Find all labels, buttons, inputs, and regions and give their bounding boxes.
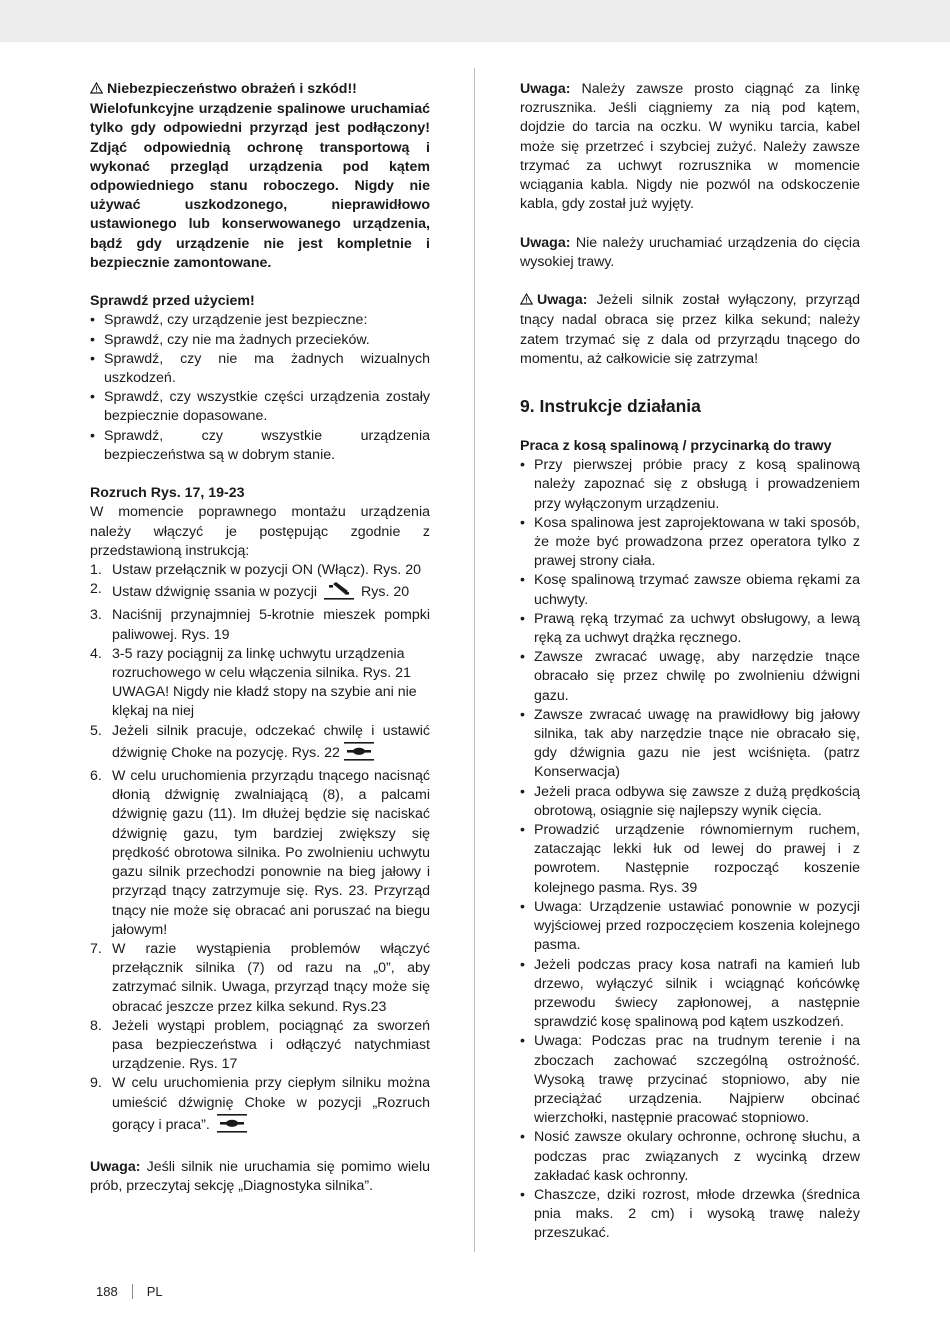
step-item: 1. Ustaw przełącznik w pozycji ON (Włącz). Rys. 20 <box>90 562 422 579</box>
list-item: • Sprawdź, czy wszystkie części urządzenia zostały bezpiecznie dopasowane. <box>90 388 430 426</box>
step-item: 5. Jeżeli silnik pracuje, odczekać chwilę i ustawić dźwignię Choke na pozycję. Rys. 22 <box>90 722 430 767</box>
start-heading: Rozruch Rys. 17, 19-23 <box>90 485 245 502</box>
danger-warning <box>90 80 430 273</box>
choke-open-icon <box>343 741 375 767</box>
warning-triangle-icon <box>90 81 103 100</box>
page-footer <box>96 1284 163 1299</box>
step-item: 6. W celu uruchomienia przyrządu tnącego nacisnąć dłonią dźwignię zwalniającą (8), a palcami dźwignię gazu (11). Im dłużej będzie się naciskać dźwignię gazu, tym bardziej zwiększy się prędkość obrotowa silnika. Po zwolnieniu uchwytu gazu silnik przechodzi ponownie na bieg jałowy i przyrząd tnący zatrzymuje się. Rys. 23. Przyrząd tnący nie może się obracać ani poruszać na biegu jałowym! <box>90 768 430 938</box>
language-code: PL <box>146 1284 163 1299</box>
note-high-grass: Uwaga: Nie należy uruchamiać urządzenia do cięcia wysokiej trawy. <box>520 234 860 270</box>
start-steps <box>90 561 430 1139</box>
list-item: • Nosić zawsze okulary ochronne, ochronę słuchu, a podczas prac związanych z wycinką drzew zakładać kask ochronny. <box>520 1128 860 1186</box>
column-divider <box>474 68 475 1252</box>
step-item: 4. 3-5 razy pociągnij za linkę uchwytu urządzenia rozruchowego w celu włączenia silnika. Rys. 21 UWAGA! Nigdy nie kładź stopy na szybie ani nie klękaj na niej <box>90 645 417 720</box>
step-item: 8. Jeżeli wystąpi problem, pociągnąć za sworzeń pasa bezpieczeństwa i odłączyć natychmiast urządzenie. Rys. 17 <box>90 1017 430 1073</box>
operation-subheading: Praca z kosą spalinową / przycinarką do trawy <box>520 438 832 455</box>
step-item: 3. Naciśnij przynajmniej 5-krotnie mieszek pompki paliwowej. Rys. 19 <box>90 607 430 643</box>
list-item: • Kosę spalinową trzymać zawsze obiema rękami za uchwyty. <box>520 571 860 609</box>
list-item: • Sprawdź, czy nie ma żadnych przecieków. <box>90 331 430 350</box>
note-cutter-rotates: Uwaga: Jeżeli silnik został wyłączony, przyrząd tnący nadal obraca się przez kilka sekund; należy zatem trzymać się z dala od przyrządu tnącego do momentu, aż całkowicie się zatrzyma! <box>520 292 860 367</box>
list-item: • Uwaga: Podczas prac na trudnym terenie i na zboczach zachować szczególną ostrożność. Wysoką trawę przycinać stopniowo, aby nie przeciążać urządzenia. Najpierw obcinać wierzchołki, następnie pracować stopniowo. <box>520 1032 860 1128</box>
list-item: • Kosa spalinowa jest zaprojektowana w taki sposób, że może być prowadzona przez operatora tylko z prawej strony ciała. <box>520 514 860 572</box>
check-list <box>90 311 430 465</box>
step-item: 2. Ustaw dźwignię ssania w pozycji Rys. 20 <box>90 580 430 606</box>
danger-warning-title: Niebezpieczeństwo obrażeń i szkód!! <box>107 81 357 97</box>
step-item: 7. W razie wystąpienia problemów włączyć przełącznik silnika (7) od razu na „0”, aby zatrzymać silnik. Uwaga, przyrząd tnący może się obracać jeszcze przez kilka sekund. Rys.23 <box>90 940 430 1015</box>
list-item: • Zawsze zwracać uwagę na prawidłowy big jałowy silnika, tak aby narzędzie tnące nie obracało się, gdy dźwignia gazu nie jest wciśnięta. (patrz Konserwacja) <box>520 706 860 783</box>
start-note: Uwaga: Jeśli silnik nie uruchamia się pomimo wielu prób, przeczytaj sekcję „Diagnostyka silnika”. <box>90 1159 430 1195</box>
danger-warning-body: Wielofunkcyjne urządzenie spalinowe uruchamiać tylko gdy odpowiedni przyrząd jest podłączony! Zdjąć odpowiednią ochronę transportową i wykonać przegląd urządzenia pod kątem odpowiedniego stanu roboczego. Nigdy nie używać uszkodzonego, nieprawidłowo ustawionego lub konserwowanego urządzenia, bądź gdy urządzenie nie jest kompletnie i bezpiecznie zamontowane. <box>90 101 430 271</box>
start-section <box>90 484 430 1139</box>
list-item: • Uwaga: Urządzenie ustawiać ponownie w pozycji wyjściowej przed rozpoczęciem koszenia kolejnego pasma. <box>520 898 860 956</box>
operation-list <box>520 456 860 1243</box>
list-item: • Sprawdź, czy nie ma żadnych wizualnych uszkodzeń. <box>90 350 430 388</box>
page-number: 188 <box>96 1284 118 1299</box>
list-item: • Sprawdź, czy urządzenie jest bezpieczne: <box>90 311 430 330</box>
step-item: 9. W celu uruchomienia przy ciepłym silniku można umieścić dźwignię Choke w pozycji „Rozruch gorący i praca”. <box>90 1074 430 1139</box>
section-title: 9. Instrukcje działania <box>520 396 701 417</box>
list-item: • Prowadzić urządzenie równomiernym ruchem, zataczając lekki łuk od lewej do prawej i z powrotem. Następnie rozpocząć koszenie kolejnego pasma. Rys. 39 <box>520 821 860 898</box>
list-item: • Chaszcze, dziki rozrost, młode drzewka (średnica pnia maks. 2 cm) i wysoką trawę należy przeszukać. <box>520 1186 860 1244</box>
list-item: • Sprawdź, czy wszystkie urządzenia bezpieczeństwa są w dobrym stanie. <box>90 427 430 465</box>
check-before-use <box>90 292 430 465</box>
list-item: • Jeżeli praca odbywa się zawsze z dużą prędkością obrotową, osiągnie się najlepszy wynik cięcia. <box>520 783 860 821</box>
list-item: • Jeżeli podczas pracy kosa natrafi na kamień lub drzewo, wyłączyć silnik i wciągnąć końcówkę przewodu świecy zapłonowej, a następnie sprawdzić kosę spalinową pod kątem uszkodzeń. <box>520 956 860 1033</box>
left-column <box>90 80 430 1197</box>
check-heading: Sprawdź przed użyciem! <box>90 293 255 310</box>
start-intro: W momencie poprawnego montażu urządzenia należy włączyć je postępując zgodnie z przedstawioną instrukcją: <box>90 504 430 559</box>
choke-closed-icon <box>323 580 355 606</box>
right-column <box>520 80 860 1244</box>
choke-open-icon <box>216 1113 248 1139</box>
footer-divider <box>132 1284 133 1299</box>
top-bar <box>0 0 950 42</box>
warning-triangle-icon <box>520 292 533 311</box>
list-item: • Zawsze zwracać uwagę, aby narzędzie tnące obracało się przez chwilę po zwolnieniu dźwigni gazu. <box>520 648 860 706</box>
note-starter-cord: Uwaga: Należy zawsze prosto ciągnąć za linkę rozrusznika. Jeśli ciągniemy za nią pod kątem, dojdzie do tarcia na oczku. W wyniku tarcia, kabel może się przetrzeć i szybciej zużyć. Należy zawsze trzymać za uchwyt rozrusznika w momencie wciągania kabla. Nigdy nie pozwól na odskoczenie kabla, gdy został już wyjęty. <box>520 81 860 213</box>
list-item: • Prawą ręką trzymać za uchwyt obsługowy, a lewą ręką za uchwyt drążka ręcznego. <box>520 610 860 648</box>
list-item: • Przy pierwszej próbie pracy z kosą spalinową należy zapoznać się z obsługą i prowadzeniem przy wyłączonym urządzeniu. <box>520 456 860 514</box>
